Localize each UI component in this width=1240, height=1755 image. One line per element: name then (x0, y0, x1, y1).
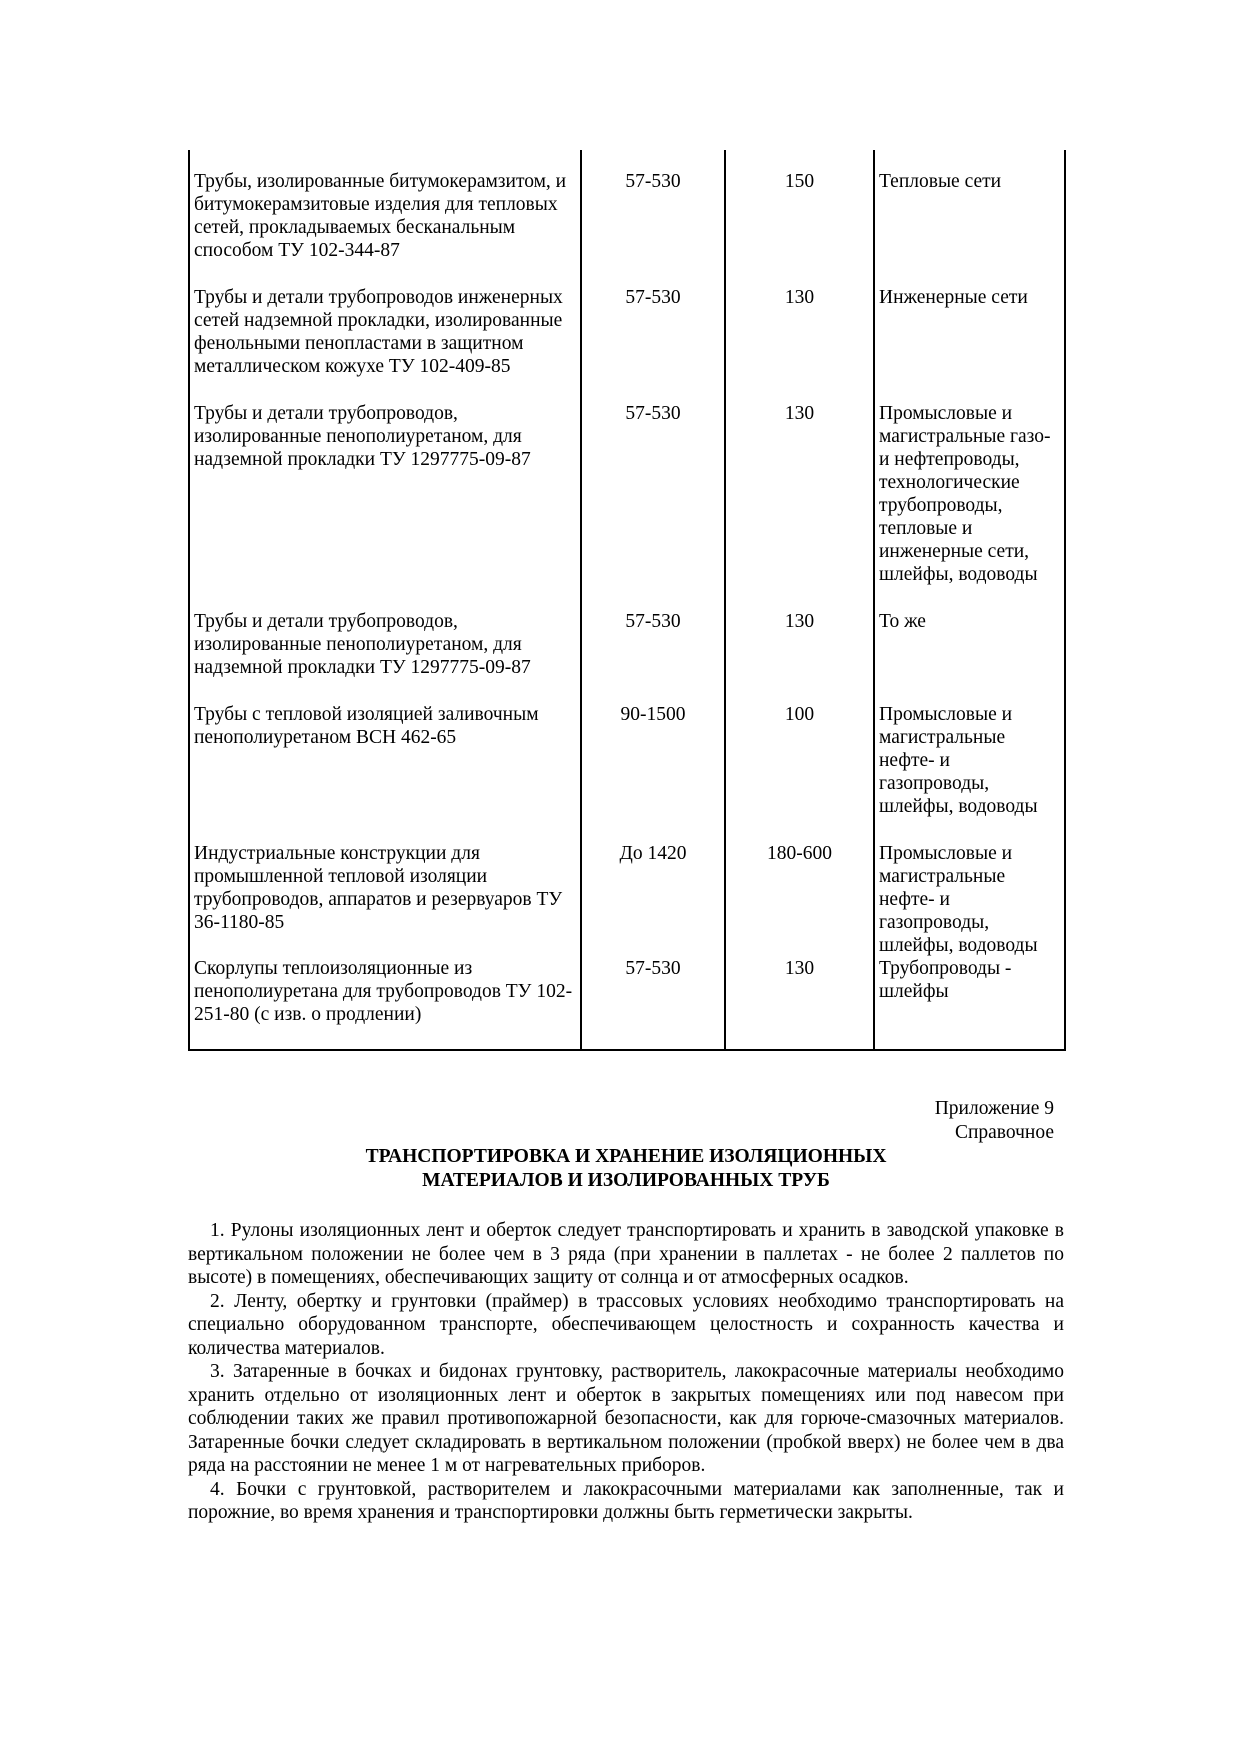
product-cell (189, 610, 581, 703)
diameter-text: 57-530 (625, 611, 681, 632)
appendix-type: Справочное (954, 1122, 1054, 1143)
application-text: Инженерные сети (879, 287, 1028, 308)
diameter-text: 57-530 (625, 403, 681, 424)
product-cell (189, 150, 581, 286)
document-page (188, 150, 1064, 1525)
pipe-specification-table (188, 150, 1066, 1051)
product-cell (189, 402, 581, 610)
temperature-cell (725, 703, 874, 842)
temperature-text: 130 (784, 958, 815, 979)
product-text: Трубы, изолированные битумокерамзитом, и битумокерамзитовые изделия для тепловых сетей, прокладываемых бесканальным способом ТУ 102-344-87 (194, 171, 567, 261)
diameter-cell (581, 286, 725, 402)
paragraph: 3. Затаренные в бочках и бидонах грунтовку, растворитель, лакокрасочные материалы необходимо хранить отдельно от изоляционных лент и оберток в закрытых помещениях или под навесом при соблюдении таких же правил противопожарной безопасности, как для горюче-смазочных материалов. Затаренные бочки следует складировать в вертикальном положении (пробкой вверх) не более чем в два ряда на расстоянии не менее 1 м от нагревательных приборов. (188, 1361, 1064, 1476)
temperature-cell (725, 402, 874, 610)
product-cell (189, 703, 581, 842)
diameter-text: 57-530 (625, 958, 681, 979)
appendix-label (188, 1097, 1064, 1145)
temperature-cell (725, 610, 874, 703)
table-row (189, 703, 1065, 842)
temperature-text: 150 (784, 171, 815, 192)
application-cell (874, 150, 1065, 286)
product-cell (189, 842, 581, 957)
diameter-text: 57-530 (625, 287, 681, 308)
temperature-text: 100 (784, 704, 815, 725)
temperature-cell (725, 150, 874, 286)
temperature-cell (725, 957, 874, 1050)
application-cell (874, 957, 1065, 1050)
temperature-text: 130 (784, 611, 815, 632)
diameter-cell (581, 957, 725, 1050)
product-text: Скорлупы теплоизоляционные из пенополиуретана для трубопроводов ТУ 102-251-80 (с изв. о продлении) (194, 958, 573, 1025)
appendix-number: Приложение 9 (934, 1098, 1054, 1119)
table-row (189, 842, 1065, 957)
temperature-text: 180-600 (767, 843, 832, 864)
application-cell (874, 402, 1065, 610)
section-body (188, 1219, 1064, 1525)
paragraph: 1. Рулоны изоляционных лент и оберток следует транспортировать и хранить в заводской упаковке в вертикальном положении не более чем в 3 ряда (при хранении в паллетах - не более 2 паллетов по высоте) в помещениях, обеспечивающих защиту от солнца и от атмосферных осадков. (188, 1220, 1064, 1288)
product-text: Трубы и детали трубопроводов, изолированные пенополиуретаном, для надземной прокладки ТУ 1297775-09-87 (194, 611, 531, 678)
product-text: Трубы с тепловой изоляцией заливочным пенополиуретаном ВСН 462-65 (194, 704, 539, 748)
diameter-cell (581, 842, 725, 957)
application-text: Промысловые и магистральные нефте- и газопроводы, шлейфы, водоводы (879, 704, 1038, 817)
temperature-cell (725, 286, 874, 402)
diameter-cell (581, 610, 725, 703)
application-text: Промысловые и магистральные нефте- и газопроводы, шлейфы, водоводы (879, 843, 1038, 956)
temperature-cell (725, 842, 874, 957)
product-text: Трубы и детали трубопроводов инженерных сетей надземной прокладки, изолированные фенольными пенопластами в защитном металлическом кожухе ТУ 102-409-85 (194, 287, 563, 377)
application-text: Промысловые и магистральные газо- и нефтепроводы, технологические трубопроводы, тепловые и инженерные сети, шлейфы, водоводы (879, 403, 1051, 585)
section-title-line-1: ТРАНСПОРТИРОВКА И ХРАНЕНИЕ ИЗОЛЯЦИОННЫХ (365, 1146, 887, 1167)
product-cell (189, 957, 581, 1050)
temperature-text: 130 (784, 403, 815, 424)
table-row (189, 610, 1065, 703)
table-row (189, 150, 1065, 286)
application-cell (874, 703, 1065, 842)
product-cell (189, 286, 581, 402)
pipe-specification-table-wrapper (188, 150, 1064, 1051)
application-text: Трубопроводы - шлейфы (879, 958, 1012, 1002)
application-cell (874, 610, 1065, 703)
section-title (248, 1145, 1004, 1193)
application-cell (874, 286, 1065, 402)
product-text: Трубы и детали трубопроводов, изолированные пенополиуретаном, для надземной прокладки ТУ 1297775-09-87 (194, 403, 531, 470)
temperature-text: 130 (784, 287, 815, 308)
paragraph: 2. Ленту, обертку и грунтовки (праймер) в трассовых условиях необходимо транспортировать на специально оборудованном транспорте, обеспечивающем целостность и сохранность качества и количества материалов. (188, 1290, 1064, 1359)
paragraph: 4. Бочки с грунтовкой, растворителем и лакокрасочными материалами как заполненные, так и порожние, во время хранения и транспортировки должны быть герметически закрыты. (188, 1478, 1064, 1523)
table-row (189, 957, 1065, 1050)
product-text: Индустриальные конструкции для промышленной тепловой изоляции трубопроводов, аппаратов и резервуаров ТУ 36-1180-85 (194, 843, 563, 933)
diameter-cell (581, 150, 725, 286)
diameter-text: До 1420 (619, 843, 687, 864)
table-row (189, 286, 1065, 402)
application-text: То же (879, 611, 926, 632)
diameter-cell (581, 703, 725, 842)
diameter-text: 57-530 (625, 171, 681, 192)
application-cell (874, 842, 1065, 957)
diameter-text: 90-1500 (620, 704, 686, 725)
diameter-cell (581, 402, 725, 610)
section-title-line-2: МАТЕРИАЛОВ И ИЗОЛИРОВАННЫХ ТРУБ (422, 1170, 830, 1191)
application-text: Тепловые сети (879, 171, 1002, 192)
table-row (189, 402, 1065, 610)
